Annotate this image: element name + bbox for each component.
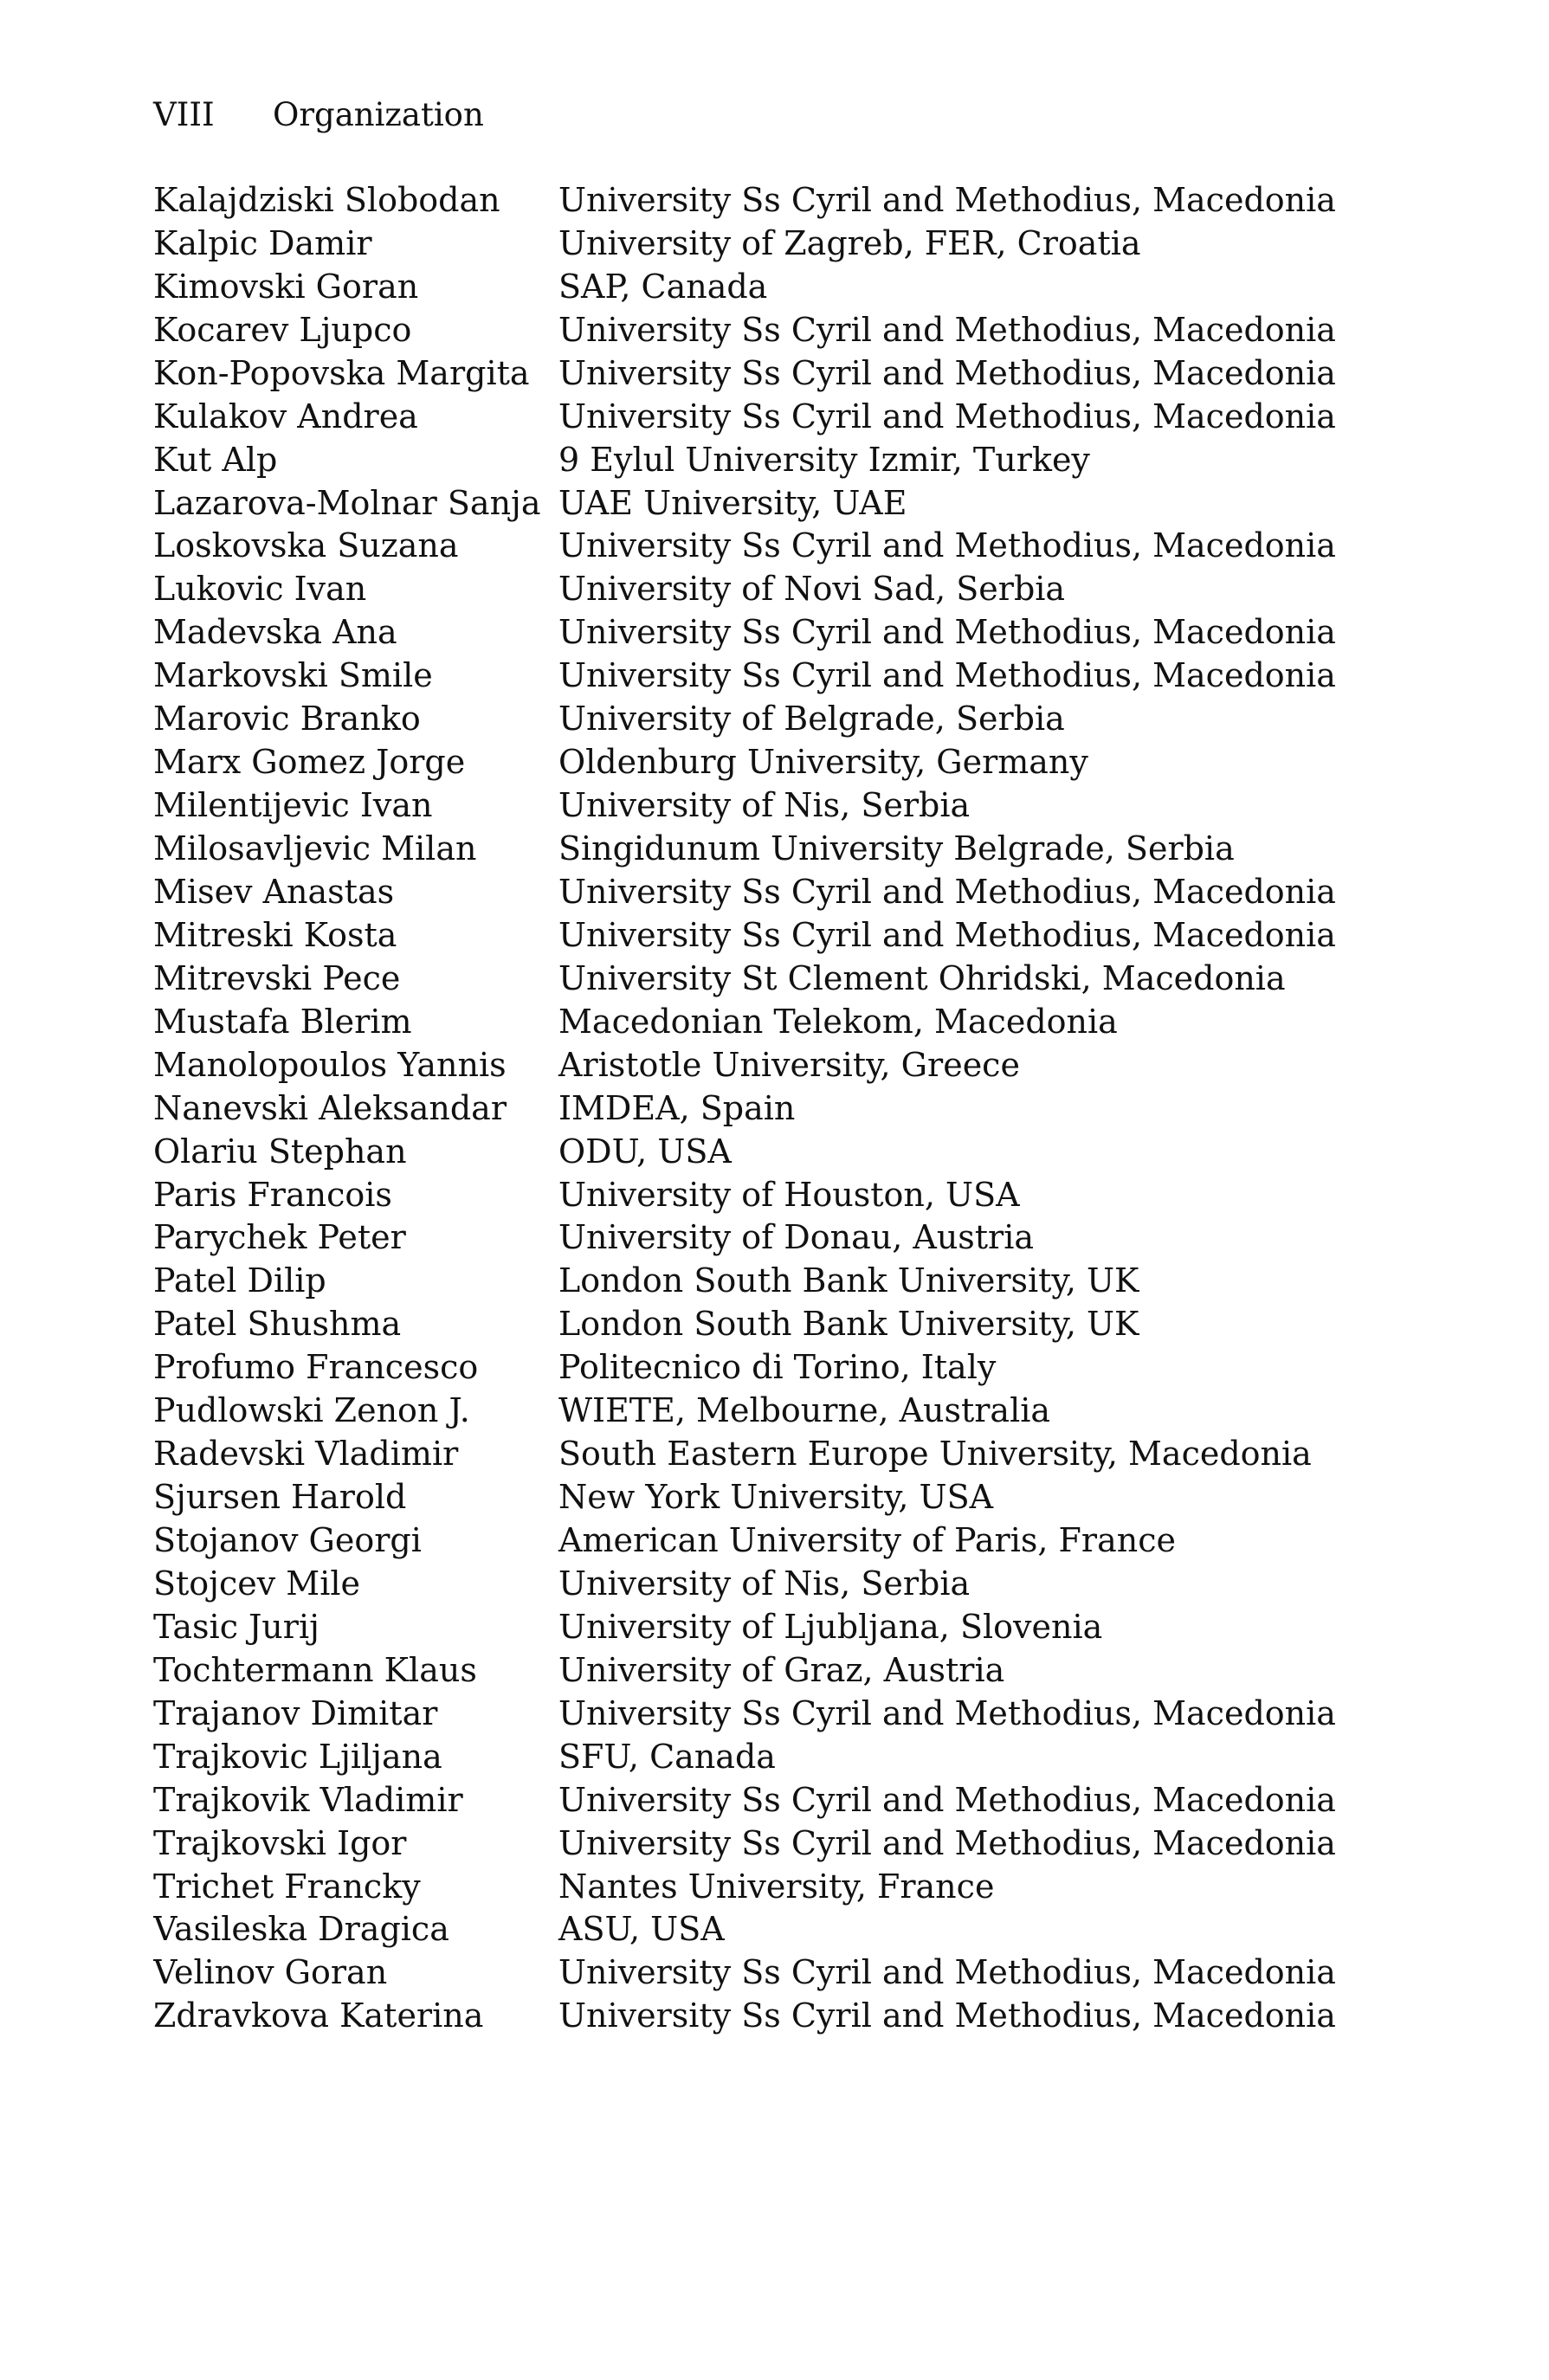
member-row [153, 481, 1400, 525]
member-row [153, 1692, 1400, 1735]
member-affiliation: University of Donau, Austria [558, 1218, 1035, 1257]
member-row [153, 957, 1400, 1000]
member-affiliation: ODU, USA [558, 1132, 732, 1171]
member-row [153, 697, 1400, 740]
member-name: Mustafa Blerim [153, 1002, 412, 1041]
member-name: Sjursen Harold [153, 1478, 407, 1517]
member-affiliation: University Ss Cyril and Methodius, Macedonia [558, 1693, 1336, 1732]
member-name: Radevski Vladimir [153, 1435, 459, 1474]
member-affiliation: University Ss Cyril and Methodius, Macedonia [558, 310, 1336, 349]
member-name: Manolopoulos Yannis [153, 1045, 507, 1084]
member-name: Trajkovik Vladimir [153, 1780, 463, 1819]
member-affiliation: University St Clement Ohridski, Macedonia [558, 958, 1286, 997]
member-name: Trichet Francky [153, 1867, 421, 1906]
member-row [153, 1259, 1400, 1302]
member-row [153, 1345, 1400, 1389]
member-affiliation: University of Nis, Serbia [558, 1564, 971, 1603]
member-name: Trajanov Dimitar [153, 1693, 438, 1732]
member-row [153, 178, 1400, 222]
member-affiliation: South Eastern Europe University, Macedonia [558, 1435, 1312, 1474]
member-affiliation: University Ss Cyril and Methodius, Macedonia [558, 353, 1336, 392]
page-number: VIII [153, 96, 215, 133]
member-affiliation: University Ss Cyril and Methodius, Macedonia [558, 1780, 1336, 1819]
member-affiliation: University of Ljubljana, Slovenia [558, 1607, 1103, 1646]
member-name: Tochtermann Klaus [153, 1650, 477, 1689]
member-row [153, 1475, 1400, 1519]
committee-member-list [153, 178, 1400, 2037]
member-name: Kalajdziski Slobodan [153, 180, 500, 219]
member-name: Nanevski Aleksandar [153, 1088, 507, 1127]
member-name: Profumo Francesco [153, 1348, 479, 1387]
member-name: Markovski Smile [153, 656, 433, 695]
member-row [153, 610, 1400, 654]
member-affiliation: American University of Paris, France [558, 1521, 1176, 1560]
member-name: Loskovska Suzana [153, 526, 459, 565]
member-affiliation: University of Zagreb, FER, Croatia [558, 223, 1141, 262]
member-row [153, 222, 1400, 265]
member-row [153, 1735, 1400, 1778]
member-row [153, 1087, 1400, 1130]
member-name: Milentijevic Ivan [153, 786, 433, 825]
member-name: Kimovski Goran [153, 267, 419, 306]
member-name: Vasileska Dragica [153, 1910, 449, 1949]
member-name: Patel Dilip [153, 1261, 326, 1300]
member-row [153, 740, 1400, 784]
member-affiliation: IMDEA, Spain [558, 1088, 796, 1127]
member-name: Zdravkova Katerina [153, 1996, 484, 2035]
member-row [153, 1302, 1400, 1345]
page-header [153, 94, 484, 137]
member-name: Madevska Ana [153, 613, 397, 652]
member-affiliation: University Ss Cyril and Methodius, Macedonia [558, 1996, 1336, 2035]
member-affiliation: UAE University, UAE [558, 483, 907, 522]
member-row [153, 870, 1400, 913]
member-affiliation: Aristotle University, Greece [558, 1045, 1020, 1084]
member-affiliation: WIETE, Melbourne, Australia [558, 1391, 1051, 1430]
member-affiliation: University Ss Cyril and Methodius, Macedonia [558, 613, 1336, 652]
member-row [153, 567, 1400, 610]
member-affiliation: University of Nis, Serbia [558, 786, 971, 825]
member-affiliation: Nantes University, France [558, 1867, 995, 1906]
member-row [153, 1822, 1400, 1865]
member-name: Kut Alp [153, 440, 278, 479]
member-affiliation: University Ss Cyril and Methodius, Macedonia [558, 1823, 1336, 1862]
member-name: Lazarova-Molnar Sanja [153, 483, 541, 522]
member-row [153, 1000, 1400, 1043]
member-row [153, 1216, 1400, 1260]
member-row [153, 352, 1400, 395]
member-name: Paris Francois [153, 1175, 392, 1214]
member-name: Kon-Popovska Margita [153, 353, 530, 392]
member-row [153, 1605, 1400, 1648]
member-affiliation: Singidunum University Belgrade, Serbia [558, 829, 1235, 868]
member-row [153, 1389, 1400, 1432]
member-row [153, 1562, 1400, 1605]
member-name: Marovic Branko [153, 700, 421, 739]
member-name: Trajkovic Ljiljana [153, 1737, 442, 1776]
member-row [153, 395, 1400, 438]
member-affiliation: University Ss Cyril and Methodius, Macedonia [558, 180, 1336, 219]
member-affiliation: University Ss Cyril and Methodius, Macedonia [558, 397, 1336, 435]
member-name: Pudlowski Zenon J. [153, 1391, 470, 1430]
member-row [153, 1173, 1400, 1216]
member-name: Trajkovski Igor [153, 1823, 407, 1862]
member-row [153, 1519, 1400, 1562]
member-row [153, 1908, 1400, 1951]
member-row [153, 1043, 1400, 1087]
section-title: Organization [273, 96, 484, 133]
member-affiliation: University Ss Cyril and Methodius, Macedonia [558, 656, 1336, 695]
member-row [153, 654, 1400, 697]
member-affiliation: SAP, Canada [558, 267, 768, 306]
member-row [153, 1432, 1400, 1475]
member-row [153, 265, 1400, 308]
member-name: Stojanov Georgi [153, 1521, 422, 1560]
member-affiliation: University Ss Cyril and Methodius, Macedonia [558, 1953, 1336, 1992]
member-affiliation: 9 Eylul University Izmir, Turkey [558, 440, 1090, 479]
member-row [153, 784, 1400, 827]
member-name: Patel Shushma [153, 1305, 402, 1344]
member-row [153, 1865, 1400, 1908]
member-row [153, 1951, 1400, 1994]
member-affiliation: University Ss Cyril and Methodius, Macedonia [558, 872, 1336, 911]
member-affiliation: ASU, USA [558, 1910, 725, 1949]
member-name: Kocarev Ljupco [153, 310, 412, 349]
member-name: Tasic Jurij [153, 1607, 319, 1646]
member-name: Marx Gomez Jorge [153, 743, 466, 782]
member-row [153, 1648, 1400, 1692]
member-affiliation: Macedonian Telekom, Macedonia [558, 1002, 1118, 1041]
member-affiliation: Politecnico di Torino, Italy [558, 1348, 997, 1387]
member-affiliation: Oldenburg University, Germany [558, 743, 1088, 782]
member-name: Mitreski Kosta [153, 915, 397, 954]
member-affiliation: University of Graz, Austria [558, 1650, 1005, 1689]
member-row [153, 438, 1400, 481]
member-name: Kulakov Andrea [153, 397, 418, 435]
member-affiliation: SFU, Canada [558, 1737, 776, 1776]
member-row [153, 308, 1400, 352]
member-row [153, 525, 1400, 568]
member-name: Velinov Goran [153, 1953, 388, 1992]
member-row [153, 1130, 1400, 1173]
member-affiliation: New York University, USA [558, 1478, 994, 1517]
member-name: Parychek Peter [153, 1218, 406, 1257]
member-row [153, 1994, 1400, 2037]
member-row [153, 827, 1400, 870]
member-name: Mitrevski Pece [153, 958, 401, 997]
member-name: Lukovic Ivan [153, 570, 367, 609]
member-name: Misev Anastas [153, 872, 395, 911]
member-name: Stojcev Mile [153, 1564, 360, 1603]
member-affiliation: University of Houston, USA [558, 1175, 1020, 1214]
member-row [153, 1778, 1400, 1822]
member-affiliation: University Ss Cyril and Methodius, Macedonia [558, 526, 1336, 565]
member-affiliation: University of Belgrade, Serbia [558, 700, 1065, 739]
member-name: Milosavljevic Milan [153, 829, 477, 868]
member-affiliation: London South Bank University, UK [558, 1305, 1139, 1344]
member-name: Kalpic Damir [153, 223, 372, 262]
member-affiliation: University Ss Cyril and Methodius, Macedonia [558, 915, 1336, 954]
member-affiliation: London South Bank University, UK [558, 1261, 1139, 1300]
member-affiliation: University of Novi Sad, Serbia [558, 570, 1066, 609]
member-row [153, 913, 1400, 957]
member-name: Olariu Stephan [153, 1132, 407, 1171]
